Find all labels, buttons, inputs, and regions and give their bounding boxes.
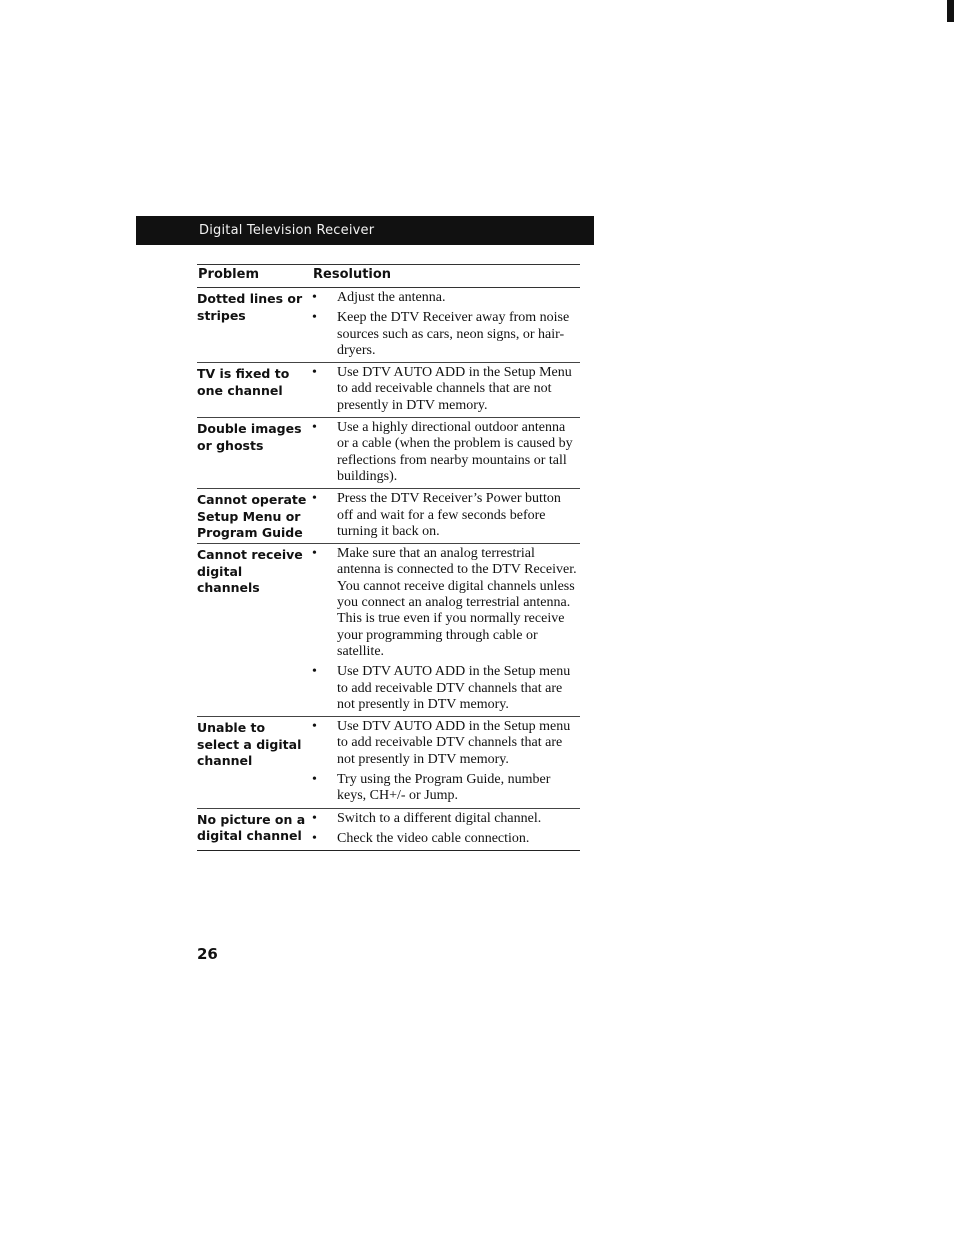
resolution-cell bbox=[310, 719, 580, 804]
page-number: 26 bbox=[197, 945, 218, 963]
problem-cell: Cannot receive digital channels bbox=[197, 547, 303, 596]
resolution-item bbox=[310, 365, 580, 414]
problem-cell: No picture on a digital channel bbox=[197, 811, 306, 844]
resolution-text: Use DTV AUTO ADD in the Setup menu to add receivable DTV channels that are not presently in DTV memory. bbox=[337, 719, 571, 767]
bullet-icon: • bbox=[312, 420, 317, 436]
table-body bbox=[197, 288, 580, 851]
problem-cell: TV is fixed to one channel bbox=[197, 366, 290, 398]
resolution-item bbox=[310, 831, 580, 847]
bullet-icon: • bbox=[312, 664, 317, 680]
bullet-icon: • bbox=[312, 546, 317, 562]
table-row bbox=[197, 363, 580, 418]
problem-cell: Dotted lines or stripes bbox=[197, 291, 303, 323]
table-row bbox=[197, 544, 580, 717]
table-row bbox=[197, 418, 580, 489]
resolution-cell bbox=[310, 491, 580, 540]
problem-cell: Double images or ghosts bbox=[197, 421, 302, 453]
section-title: Digital Television Receiver bbox=[199, 223, 375, 238]
resolution-item bbox=[310, 811, 580, 827]
resolution-item bbox=[310, 719, 580, 768]
resolution-item bbox=[310, 290, 580, 306]
resolution-cell bbox=[310, 811, 580, 848]
bullet-icon: • bbox=[312, 719, 317, 735]
resolution-text: Use DTV AUTO ADD in the Setup Menu to add receivable channels that are not presently in DTV memory. bbox=[337, 365, 572, 413]
table-row bbox=[197, 288, 580, 363]
resolution-text: Try using the Program Guide, number keys, CH+/- or Jump. bbox=[337, 772, 551, 804]
table-row bbox=[197, 809, 580, 852]
bullet-icon: • bbox=[312, 830, 317, 846]
bullet-icon: • bbox=[312, 491, 317, 507]
resolution-item bbox=[310, 546, 580, 660]
resolution-item bbox=[310, 420, 580, 485]
table-header-row bbox=[197, 264, 580, 288]
column-header-resolution: Resolution bbox=[313, 267, 392, 282]
resolution-item bbox=[310, 310, 580, 359]
resolution-text: Keep the DTV Receiver away from noise sources such as cars, neon signs, or hair-dryers. bbox=[337, 310, 570, 358]
section-header-bar bbox=[136, 216, 594, 245]
resolution-text: Press the DTV Receiver’s Power button off and wait for a few seconds before turning it back on. bbox=[337, 491, 561, 539]
problem-cell: Unable to select a digital channel bbox=[197, 720, 302, 769]
resolution-text: Check the video cable connection. bbox=[337, 830, 530, 846]
table-row bbox=[197, 717, 580, 808]
problem-cell: Cannot operate Setup Menu or Program Guide bbox=[197, 492, 307, 541]
resolution-cell bbox=[310, 420, 580, 485]
bullet-icon: • bbox=[312, 772, 317, 788]
bullet-icon: • bbox=[312, 365, 317, 381]
resolution-cell bbox=[310, 290, 580, 359]
resolution-item bbox=[310, 491, 580, 540]
resolution-text: Use DTV AUTO ADD in the Setup menu to add receivable DTV channels that are not presently in DTV memory. bbox=[337, 664, 571, 712]
resolution-text: Make sure that an analog terrestrial antenna is connected to the DTV Receiver. You cannot receive digital channels unless you connect an analog terrestrial antenna. This is true even if you normally receive your programming through cable or satellite. bbox=[337, 546, 577, 659]
resolution-cell bbox=[310, 365, 580, 414]
resolution-text: Adjust the antenna. bbox=[337, 290, 446, 305]
resolution-text: Use a highly directional outdoor antenna or a cable (when the problem is caused by reflections from nearby mountains or tall buildings). bbox=[337, 420, 573, 484]
bullet-icon: • bbox=[312, 310, 317, 326]
corner-mark bbox=[947, 0, 954, 22]
resolution-text: Switch to a different digital channel. bbox=[337, 810, 542, 826]
troubleshooting-table bbox=[197, 264, 580, 851]
resolution-item bbox=[310, 664, 580, 713]
resolution-item bbox=[310, 772, 580, 805]
table-row bbox=[197, 489, 580, 544]
bullet-icon: • bbox=[312, 810, 317, 826]
column-header-problem: Problem bbox=[198, 267, 259, 282]
bullet-icon: • bbox=[312, 290, 317, 305]
resolution-cell bbox=[310, 546, 580, 713]
